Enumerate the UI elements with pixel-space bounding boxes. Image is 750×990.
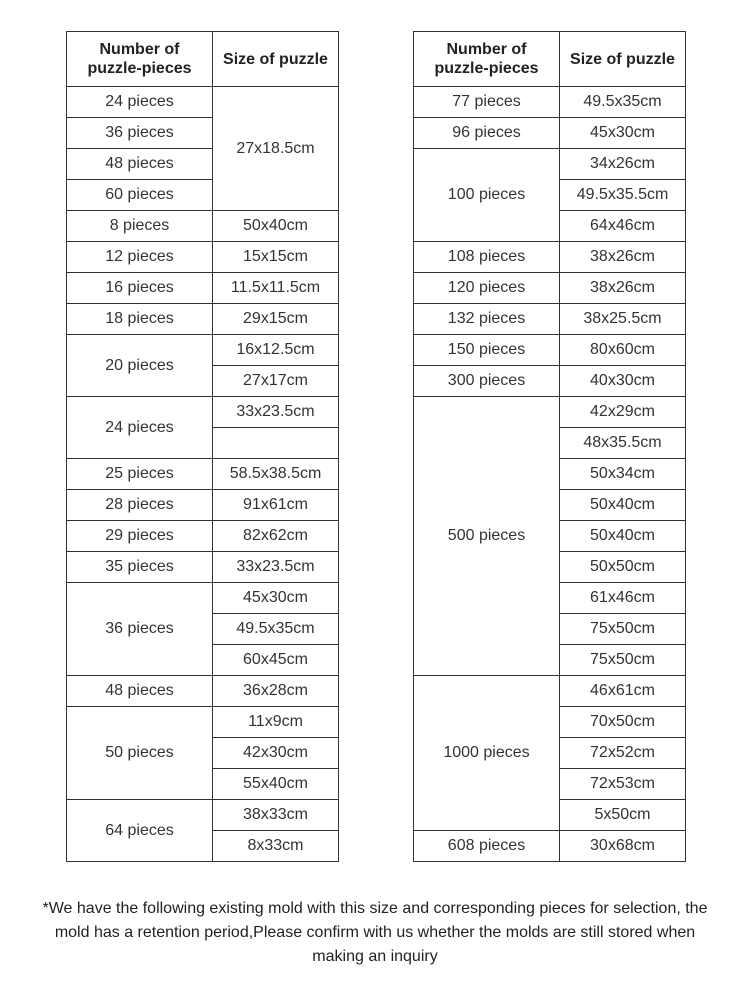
table-row [414, 149, 686, 180]
pieces-cell: 120 pieces [414, 273, 560, 304]
size-cell: 70x50cm [560, 707, 686, 738]
size-cell: 15x15cm [213, 242, 339, 273]
size-cell: 11.5x11.5cm [213, 273, 339, 304]
size-cell: 72x53cm [560, 769, 686, 800]
pieces-cell: 25 pieces [67, 459, 213, 490]
size-cell: 8x33cm [213, 831, 339, 862]
size-cell: 60x45cm [213, 645, 339, 676]
size-cell: 49.5x35cm [560, 87, 686, 118]
size-cell: 50x34cm [560, 459, 686, 490]
table-row [414, 87, 686, 118]
footnote: *We have the following existing mold with this size and corresponding pieces for selection, the mold has a retention period,Please confirm with us whether the molds are still stored when making an inquiry [42, 900, 708, 965]
pieces-cell: 20 pieces [67, 335, 213, 397]
table-row [414, 273, 686, 304]
table-row [67, 87, 339, 118]
size-cell: 50x40cm [560, 521, 686, 552]
puzzle-size-table-left [66, 31, 339, 862]
pieces-cell: 8 pieces [67, 211, 213, 242]
pieces-cell: 12 pieces [67, 242, 213, 273]
size-cell: 27x18.5cm [213, 87, 339, 211]
size-cell: 11x9cm [213, 707, 339, 738]
size-cell: 82x62cm [213, 521, 339, 552]
pieces-cell: 35 pieces [67, 552, 213, 583]
table-row [67, 242, 339, 273]
size-cell: 80x60cm [560, 335, 686, 366]
pieces-cell: 36 pieces [67, 583, 213, 676]
size-cell: 72x52cm [560, 738, 686, 769]
size-cell: 38x25.5cm [560, 304, 686, 335]
pieces-cell: 77 pieces [414, 87, 560, 118]
pieces-cell: 300 pieces [414, 366, 560, 397]
size-cell: 49.5x35.5cm [560, 180, 686, 211]
size-cell: 61x46cm [560, 583, 686, 614]
size-cell: 16x12.5cm [213, 335, 339, 366]
pieces-cell: 608 pieces [414, 831, 560, 862]
pieces-cell: 108 pieces [414, 242, 560, 273]
size-cell: 45x30cm [213, 583, 339, 614]
puzzle-size-table-right [413, 31, 686, 862]
size-cell: 42x30cm [213, 738, 339, 769]
table-row [414, 304, 686, 335]
size-cell: 91x61cm [213, 490, 339, 521]
table-row [67, 552, 339, 583]
table-row [67, 304, 339, 335]
table-row [67, 335, 339, 366]
pieces-cell: 60 pieces [67, 180, 213, 211]
table-row [414, 118, 686, 149]
size-cell: 38x33cm [213, 800, 339, 831]
pieces-cell: 50 pieces [67, 707, 213, 800]
table-row [67, 583, 339, 614]
size-cell: 46x61cm [560, 676, 686, 707]
size-cell: 55x40cm [213, 769, 339, 800]
table-header-row [67, 32, 339, 87]
table-row [414, 676, 686, 707]
table-row [67, 273, 339, 304]
pieces-cell: 18 pieces [67, 304, 213, 335]
pieces-cell: 28 pieces [67, 490, 213, 521]
size-cell: 75x50cm [560, 645, 686, 676]
header-pieces: Number of puzzle-pieces [67, 32, 213, 87]
table-row [67, 800, 339, 831]
header-size: Size of puzzle [560, 32, 686, 87]
size-cell: 42x29cm [560, 397, 686, 428]
size-cell: 33x23.5cm [213, 552, 339, 583]
pieces-cell: 132 pieces [414, 304, 560, 335]
size-cell: 34x26cm [560, 149, 686, 180]
size-cell: 64x46cm [560, 211, 686, 242]
size-cell: 50x50cm [560, 552, 686, 583]
pieces-cell: 500 pieces [414, 397, 560, 676]
table-row [67, 676, 339, 707]
size-cell: 38x26cm [560, 242, 686, 273]
pieces-cell: 36 pieces [67, 118, 213, 149]
size-cell: 45x30cm [560, 118, 686, 149]
table-row [67, 490, 339, 521]
size-cell: 29x15cm [213, 304, 339, 335]
size-cell: 5x50cm [560, 800, 686, 831]
table-row [67, 521, 339, 552]
table-row [414, 397, 686, 428]
table-row [67, 707, 339, 738]
header-pieces: Number of puzzle-pieces [414, 32, 560, 87]
size-cell: 36x28cm [213, 676, 339, 707]
pieces-cell: 48 pieces [67, 149, 213, 180]
size-cell: 27x17cm [213, 366, 339, 397]
size-cell: 49.5x35cm [213, 614, 339, 645]
table-row [414, 242, 686, 273]
pieces-cell: 24 pieces [67, 397, 213, 459]
table-row [414, 335, 686, 366]
size-cell: 33x23.5cm [213, 397, 339, 428]
pieces-cell: 100 pieces [414, 149, 560, 242]
size-cell: 50x40cm [560, 490, 686, 521]
pieces-cell: 48 pieces [67, 676, 213, 707]
table-header-row [414, 32, 686, 87]
pieces-cell: 16 pieces [67, 273, 213, 304]
pieces-cell: 24 pieces [67, 87, 213, 118]
size-cell: 58.5x38.5cm [213, 459, 339, 490]
size-cell: 38x26cm [560, 273, 686, 304]
size-cell: 30x68cm [560, 831, 686, 862]
table-row [414, 831, 686, 862]
size-cell: 75x50cm [560, 614, 686, 645]
size-cell: 48x35.5cm [560, 428, 686, 459]
size-cell: 50x40cm [213, 211, 339, 242]
pieces-cell: 96 pieces [414, 118, 560, 149]
table-row [67, 211, 339, 242]
size-cell: 40x30cm [560, 366, 686, 397]
size-cell [213, 428, 339, 459]
pieces-cell: 150 pieces [414, 335, 560, 366]
pieces-cell: 1000 pieces [414, 676, 560, 831]
table-row [67, 397, 339, 428]
pieces-cell: 64 pieces [67, 800, 213, 862]
header-size: Size of puzzle [213, 32, 339, 87]
table-row [67, 459, 339, 490]
pieces-cell: 29 pieces [67, 521, 213, 552]
table-row [414, 366, 686, 397]
